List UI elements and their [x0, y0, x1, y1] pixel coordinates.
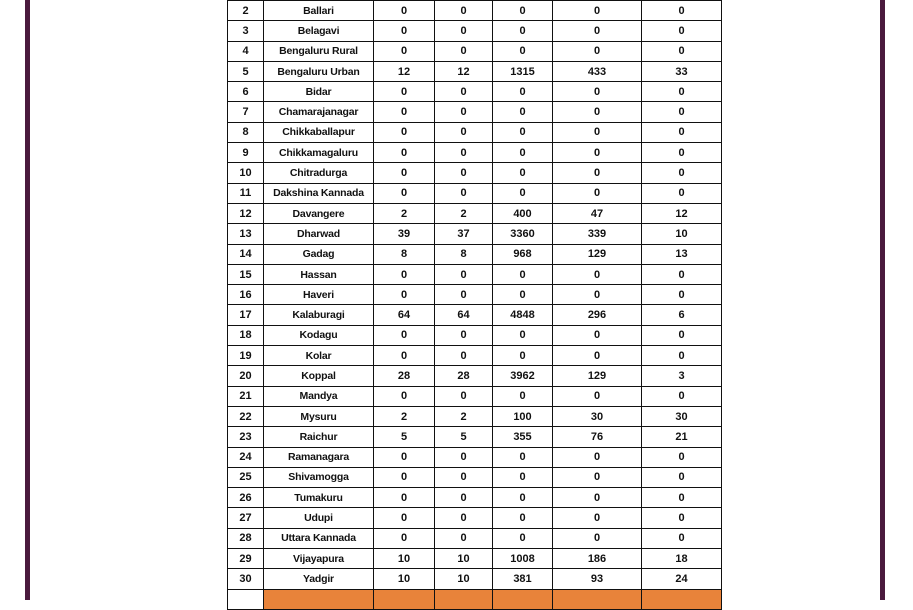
serial-number-cell: 19 — [228, 346, 264, 366]
value-cell-5: 0 — [642, 447, 722, 467]
value-cell-3: 0 — [493, 82, 553, 102]
value-cell-5: 6 — [642, 305, 722, 325]
value-cell-1: 0 — [374, 467, 435, 487]
table-row — [228, 102, 722, 122]
value-cell-4: 93 — [553, 569, 642, 589]
value-cell-3: 3962 — [493, 366, 553, 386]
district-name-cell: Chikkaballapur — [264, 122, 374, 142]
value-cell-3: 0 — [493, 285, 553, 305]
serial-number-cell: 24 — [228, 447, 264, 467]
table-row — [228, 447, 722, 467]
district-name-cell: Vijayapura — [264, 549, 374, 569]
value-cell-5: 0 — [642, 467, 722, 487]
value-cell-4: 0 — [553, 82, 642, 102]
district-name-cell: Yadgir — [264, 569, 374, 589]
value-cell-5: 0 — [642, 82, 722, 102]
value-cell-5: 0 — [642, 41, 722, 61]
value-cell-3: 968 — [493, 244, 553, 264]
value-cell-4: 0 — [553, 488, 642, 508]
value-cell-1: 0 — [374, 163, 435, 183]
value-cell-4: 0 — [553, 143, 642, 163]
table-row — [228, 366, 722, 386]
value-cell-4: 0 — [553, 1, 642, 21]
value-cell-2: 0 — [435, 264, 493, 284]
serial-number-cell: 3 — [228, 21, 264, 41]
value-cell-4: 0 — [553, 447, 642, 467]
value-cell-2: 0 — [435, 508, 493, 528]
value-cell-4: 0 — [553, 21, 642, 41]
value-cell-3: 0 — [493, 264, 553, 284]
district-name-cell: Dakshina Kannada — [264, 183, 374, 203]
district-data-table — [227, 0, 722, 610]
value-cell-2: 0 — [435, 1, 493, 21]
district-name-cell: Gadag — [264, 244, 374, 264]
value-cell-3: 1008 — [493, 549, 553, 569]
table-row — [228, 346, 722, 366]
total-row-cell — [642, 589, 722, 609]
value-cell-3: 0 — [493, 325, 553, 345]
table-row — [228, 203, 722, 223]
serial-number-cell: 9 — [228, 143, 264, 163]
value-cell-2: 37 — [435, 224, 493, 244]
value-cell-2: 0 — [435, 346, 493, 366]
value-cell-2: 12 — [435, 61, 493, 81]
value-cell-1: 2 — [374, 406, 435, 426]
serial-number-cell: 13 — [228, 224, 264, 244]
total-row-cell — [264, 589, 374, 609]
value-cell-1: 0 — [374, 264, 435, 284]
value-cell-1: 0 — [374, 102, 435, 122]
value-cell-1: 0 — [374, 41, 435, 61]
value-cell-4: 0 — [553, 285, 642, 305]
value-cell-1: 0 — [374, 528, 435, 548]
serial-number-cell: 10 — [228, 163, 264, 183]
total-row-cell — [553, 589, 642, 609]
value-cell-2: 0 — [435, 143, 493, 163]
value-cell-1: 0 — [374, 508, 435, 528]
district-name-cell: Kodagu — [264, 325, 374, 345]
serial-number-cell: 22 — [228, 406, 264, 426]
serial-number-cell: 6 — [228, 82, 264, 102]
serial-number-cell: 21 — [228, 386, 264, 406]
serial-number-cell: 11 — [228, 183, 264, 203]
serial-number-cell: 17 — [228, 305, 264, 325]
district-name-cell: Belagavi — [264, 21, 374, 41]
table-row — [228, 163, 722, 183]
document-page — [30, 0, 880, 600]
serial-number-cell: 20 — [228, 366, 264, 386]
value-cell-5: 13 — [642, 244, 722, 264]
value-cell-5: 3 — [642, 366, 722, 386]
table-row — [228, 325, 722, 345]
value-cell-5: 0 — [642, 488, 722, 508]
district-name-cell: Ramanagara — [264, 447, 374, 467]
value-cell-3: 0 — [493, 41, 553, 61]
value-cell-5: 0 — [642, 183, 722, 203]
value-cell-1: 2 — [374, 203, 435, 223]
value-cell-5: 0 — [642, 102, 722, 122]
value-cell-3: 355 — [493, 427, 553, 447]
value-cell-5: 0 — [642, 143, 722, 163]
value-cell-4: 0 — [553, 122, 642, 142]
value-cell-5: 12 — [642, 203, 722, 223]
total-row-cell — [374, 589, 435, 609]
district-name-cell: Dharwad — [264, 224, 374, 244]
value-cell-1: 0 — [374, 82, 435, 102]
value-cell-4: 0 — [553, 386, 642, 406]
value-cell-4: 339 — [553, 224, 642, 244]
value-cell-3: 0 — [493, 183, 553, 203]
table-body — [228, 1, 722, 610]
right-frame-border — [880, 0, 885, 600]
value-cell-4: 0 — [553, 163, 642, 183]
district-name-cell: Kolar — [264, 346, 374, 366]
value-cell-4: 0 — [553, 325, 642, 345]
table-row — [228, 183, 722, 203]
value-cell-5: 0 — [642, 21, 722, 41]
value-cell-2: 10 — [435, 549, 493, 569]
value-cell-1: 10 — [374, 569, 435, 589]
value-cell-1: 28 — [374, 366, 435, 386]
table-row — [228, 528, 722, 548]
value-cell-2: 8 — [435, 244, 493, 264]
value-cell-5: 0 — [642, 528, 722, 548]
table-row — [228, 406, 722, 426]
value-cell-1: 0 — [374, 325, 435, 345]
value-cell-3: 0 — [493, 508, 553, 528]
district-name-cell: Raichur — [264, 427, 374, 447]
value-cell-1: 0 — [374, 21, 435, 41]
table-row — [228, 427, 722, 447]
table-row — [228, 467, 722, 487]
value-cell-2: 0 — [435, 285, 493, 305]
value-cell-4: 47 — [553, 203, 642, 223]
serial-number-cell: 12 — [228, 203, 264, 223]
table-row — [228, 549, 722, 569]
table-row — [228, 82, 722, 102]
serial-number-cell: 29 — [228, 549, 264, 569]
value-cell-3: 4848 — [493, 305, 553, 325]
value-cell-5: 0 — [642, 508, 722, 528]
value-cell-2: 2 — [435, 406, 493, 426]
district-name-cell: Davangere — [264, 203, 374, 223]
district-name-cell: Haveri — [264, 285, 374, 305]
value-cell-4: 296 — [553, 305, 642, 325]
district-name-cell: Shivamogga — [264, 467, 374, 487]
district-name-cell: Uttara Kannada — [264, 528, 374, 548]
value-cell-2: 0 — [435, 82, 493, 102]
table-row — [228, 224, 722, 244]
value-cell-2: 0 — [435, 41, 493, 61]
value-cell-3: 0 — [493, 447, 553, 467]
table-row — [228, 244, 722, 264]
value-cell-2: 0 — [435, 163, 493, 183]
value-cell-4: 0 — [553, 183, 642, 203]
value-cell-3: 0 — [493, 122, 553, 142]
value-cell-2: 0 — [435, 386, 493, 406]
value-cell-5: 10 — [642, 224, 722, 244]
table-row — [228, 305, 722, 325]
serial-number-cell: 30 — [228, 569, 264, 589]
value-cell-5: 0 — [642, 264, 722, 284]
value-cell-3: 400 — [493, 203, 553, 223]
district-name-cell: Udupi — [264, 508, 374, 528]
value-cell-5: 0 — [642, 386, 722, 406]
value-cell-3: 0 — [493, 386, 553, 406]
value-cell-1: 0 — [374, 183, 435, 203]
value-cell-3: 0 — [493, 143, 553, 163]
value-cell-1: 0 — [374, 285, 435, 305]
value-cell-2: 0 — [435, 488, 493, 508]
district-name-cell: Ballari — [264, 1, 374, 21]
value-cell-4: 433 — [553, 61, 642, 81]
table-row — [228, 488, 722, 508]
table-row — [228, 264, 722, 284]
district-name-cell: Mysuru — [264, 406, 374, 426]
value-cell-4: 0 — [553, 41, 642, 61]
district-name-cell: Mandya — [264, 386, 374, 406]
serial-number-cell: 27 — [228, 508, 264, 528]
district-name-cell: Bengaluru Urban — [264, 61, 374, 81]
value-cell-5: 21 — [642, 427, 722, 447]
value-cell-5: 0 — [642, 1, 722, 21]
table-row — [228, 41, 722, 61]
serial-number-cell: 18 — [228, 325, 264, 345]
value-cell-5: 18 — [642, 549, 722, 569]
value-cell-4: 0 — [553, 264, 642, 284]
value-cell-1: 0 — [374, 488, 435, 508]
value-cell-4: 129 — [553, 366, 642, 386]
value-cell-3: 100 — [493, 406, 553, 426]
value-cell-3: 0 — [493, 1, 553, 21]
serial-number-cell: 28 — [228, 528, 264, 548]
value-cell-3: 1315 — [493, 61, 553, 81]
value-cell-2: 0 — [435, 325, 493, 345]
district-name-cell: Kalaburagi — [264, 305, 374, 325]
value-cell-1: 39 — [374, 224, 435, 244]
value-cell-5: 0 — [642, 285, 722, 305]
district-name-cell: Bengaluru Rural — [264, 41, 374, 61]
district-name-cell: Chikkamagaluru — [264, 143, 374, 163]
value-cell-5: 30 — [642, 406, 722, 426]
value-cell-2: 0 — [435, 183, 493, 203]
value-cell-3: 0 — [493, 102, 553, 122]
value-cell-3: 0 — [493, 163, 553, 183]
table-row — [228, 285, 722, 305]
total-row — [228, 589, 722, 609]
value-cell-1: 8 — [374, 244, 435, 264]
serial-number-cell: 7 — [228, 102, 264, 122]
value-cell-3: 0 — [493, 21, 553, 41]
value-cell-1: 10 — [374, 549, 435, 569]
district-name-cell: Chitradurga — [264, 163, 374, 183]
value-cell-1: 0 — [374, 447, 435, 467]
district-name-cell: Bidar — [264, 82, 374, 102]
total-row-serial-cell — [228, 589, 264, 609]
serial-number-cell: 15 — [228, 264, 264, 284]
value-cell-2: 0 — [435, 122, 493, 142]
value-cell-5: 0 — [642, 122, 722, 142]
value-cell-5: 33 — [642, 61, 722, 81]
total-row-cell — [493, 589, 553, 609]
value-cell-3: 0 — [493, 467, 553, 487]
district-name-cell: Hassan — [264, 264, 374, 284]
value-cell-4: 186 — [553, 549, 642, 569]
table-row — [228, 143, 722, 163]
value-cell-1: 0 — [374, 122, 435, 142]
value-cell-5: 24 — [642, 569, 722, 589]
serial-number-cell: 26 — [228, 488, 264, 508]
value-cell-1: 0 — [374, 386, 435, 406]
value-cell-4: 0 — [553, 102, 642, 122]
value-cell-4: 30 — [553, 406, 642, 426]
district-name-cell: Chamarajanagar — [264, 102, 374, 122]
serial-number-cell: 5 — [228, 61, 264, 81]
serial-number-cell: 2 — [228, 1, 264, 21]
table-row — [228, 61, 722, 81]
value-cell-4: 0 — [553, 467, 642, 487]
value-cell-5: 0 — [642, 325, 722, 345]
serial-number-cell: 16 — [228, 285, 264, 305]
value-cell-2: 0 — [435, 447, 493, 467]
total-row-cell — [435, 589, 493, 609]
value-cell-3: 381 — [493, 569, 553, 589]
value-cell-5: 0 — [642, 346, 722, 366]
value-cell-4: 0 — [553, 528, 642, 548]
table-row — [228, 122, 722, 142]
value-cell-2: 28 — [435, 366, 493, 386]
serial-number-cell: 25 — [228, 467, 264, 487]
value-cell-1: 0 — [374, 346, 435, 366]
value-cell-5: 0 — [642, 163, 722, 183]
table-row — [228, 569, 722, 589]
value-cell-3: 3360 — [493, 224, 553, 244]
table-row — [228, 386, 722, 406]
value-cell-2: 0 — [435, 21, 493, 41]
serial-number-cell: 8 — [228, 122, 264, 142]
value-cell-1: 5 — [374, 427, 435, 447]
serial-number-cell: 14 — [228, 244, 264, 264]
value-cell-2: 64 — [435, 305, 493, 325]
table-row — [228, 1, 722, 21]
value-cell-2: 0 — [435, 467, 493, 487]
value-cell-3: 0 — [493, 346, 553, 366]
value-cell-1: 64 — [374, 305, 435, 325]
value-cell-2: 2 — [435, 203, 493, 223]
value-cell-2: 0 — [435, 102, 493, 122]
value-cell-4: 0 — [553, 508, 642, 528]
value-cell-3: 0 — [493, 488, 553, 508]
value-cell-4: 76 — [553, 427, 642, 447]
value-cell-1: 0 — [374, 143, 435, 163]
value-cell-2: 5 — [435, 427, 493, 447]
value-cell-2: 10 — [435, 569, 493, 589]
value-cell-1: 12 — [374, 61, 435, 81]
serial-number-cell: 23 — [228, 427, 264, 447]
value-cell-3: 0 — [493, 528, 553, 548]
district-name-cell: Tumakuru — [264, 488, 374, 508]
value-cell-2: 0 — [435, 528, 493, 548]
district-name-cell: Koppal — [264, 366, 374, 386]
value-cell-4: 129 — [553, 244, 642, 264]
table-row — [228, 508, 722, 528]
table-row — [228, 21, 722, 41]
serial-number-cell: 4 — [228, 41, 264, 61]
value-cell-1: 0 — [374, 1, 435, 21]
value-cell-4: 0 — [553, 346, 642, 366]
